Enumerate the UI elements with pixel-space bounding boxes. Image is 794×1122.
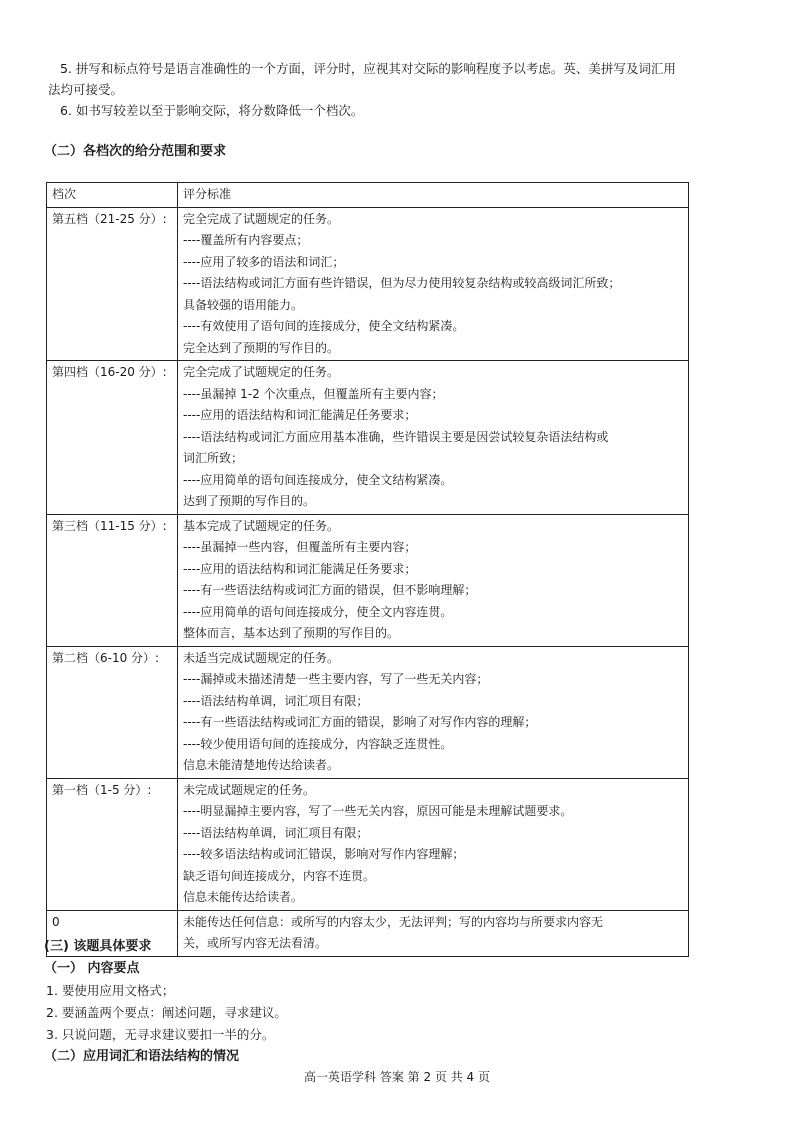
criteria-line: 完全达到了预期的写作目的。 [183, 340, 340, 355]
list-item: 1. 要使用应用文格式； [46, 983, 175, 998]
criteria-line: ----语法结构单调，词汇项目有限； [183, 825, 369, 840]
grade-level-cell: 0 [47, 910, 178, 956]
criteria-line: ----有一些语法结构或词汇方面的错误，影响了对写作内容的理解； [183, 715, 537, 729]
criteria-line: ----语法结构或词汇方面应用基本准确，些许错误主要是因尝试较复杂语法结构或 [183, 429, 609, 444]
table-row [47, 361, 689, 515]
grade-level-cell: 第四档（16-20 分）: [47, 361, 178, 515]
criteria-line: ----覆盖所有内容要点； [183, 233, 309, 247]
criteria-cell [178, 778, 689, 910]
table-row [47, 646, 689, 778]
criteria-cell [178, 361, 689, 515]
table-row [47, 207, 689, 361]
header-level: 档次 [47, 183, 178, 208]
criteria-line: ----应用简单的语句间连接成分，使全文结构紧凑。 [183, 472, 453, 487]
header-criteria: 评分标准 [178, 183, 689, 208]
criteria-line: ----虽漏掉 1-2 个次重点，但覆盖所有主要内容； [183, 386, 444, 401]
criteria-line: 具备较强的语用能力。 [183, 297, 304, 312]
criteria-line: 缺乏语句间连接成分，内容不连贯。 [183, 868, 376, 883]
rule-6: 6. 如书写较差以至于影响交际，将分数降低一个档次。 [60, 103, 364, 118]
criteria-line: 完全完成了试题规定的任务。 [183, 365, 340, 379]
criteria-line: ----语法结构或词汇方面有些许错误，但为尽力使用较复杂结构或较高级词汇所致； [183, 276, 621, 290]
criteria-cell [178, 514, 689, 646]
criteria-line: ----漏掉或未描述清楚一些主要内容，写了一些无关内容； [183, 672, 489, 686]
criteria-line: ----应用的语法结构和词汇能满足任务要求； [183, 561, 417, 576]
criteria-line: ----明显漏掉主要内容，写了一些无关内容，原因可能是未理解试题要求。 [183, 804, 573, 818]
criteria-line: 基本完成了试题规定的任务。 [183, 518, 340, 533]
table-row [47, 514, 689, 646]
list-item: 2. 要涵盖两个要点：阐述问题，寻求建议。 [46, 1005, 287, 1020]
section-heading-grade-ranges: （二）各档次的给分范围和要求 [44, 144, 227, 159]
subheading-content-points: （一） 内容要点 [44, 961, 140, 976]
specific-requirements [44, 936, 744, 1068]
criteria-line: ----较少使用语句间的连接成分，内容缺乏连贯性。 [183, 736, 453, 751]
criteria-line: 达到了预期的写作目的。 [183, 494, 316, 508]
criteria-line: 未能传达任何信息：或所写的内容太少，无法评判；写的内容均与所要求内容无 [183, 914, 604, 929]
rule-5-line-1: 5. 拼写和标点符号是语言准确性的一个方面，评分时，应视其对交际的影响程度予以考虑。英、美拼写及词汇用 [60, 61, 676, 76]
table-row [47, 778, 689, 910]
criteria-line: ----语法结构单调，词汇项目有限； [183, 693, 369, 708]
criteria-line: 信息未能传达给读者。 [183, 890, 304, 904]
criteria-line: ----有一些语法结构或词汇方面的错误，但不影响理解； [183, 583, 477, 597]
criteria-line: ----虽漏掉一些内容，但覆盖所有主要内容； [183, 540, 417, 554]
page-footer: 高一英语学科 答案 第 2 页 共 4 页 [304, 1070, 490, 1084]
criteria-line: 关，或所写内容无法看清。 [183, 936, 328, 950]
grade-level-cell: 第二档（6-10 分）: [47, 646, 178, 778]
criteria-line: 未完成试题规定的任务。 [183, 782, 316, 797]
grade-level-cell: 第一档（1-5 分）: [47, 778, 178, 910]
grade-level-cell: 第五档（21-25 分）: [47, 207, 178, 361]
list-item: 3. 只说问题，无寻求建议要扣一半的分。 [46, 1027, 275, 1042]
criteria-cell [178, 207, 689, 361]
table-body [47, 207, 689, 956]
criteria-cell [178, 646, 689, 778]
criteria-line: 完全完成了试题规定的任务。 [183, 211, 340, 226]
section-heading-specific-requirements: (三) 该题具体要求 [44, 939, 152, 954]
criteria-line: ----较多语法结构或词汇错误，影响对写作内容理解； [183, 847, 465, 861]
criteria-line: 信息未能清楚地传达给读者。 [183, 758, 340, 772]
criteria-line: 词汇所致； [183, 451, 244, 465]
subheading-vocabulary-grammar: （二）应用词汇和语法结构的情况 [44, 1049, 240, 1064]
criteria-line: ----应用的语法结构和词汇能满足任务要求； [183, 408, 417, 422]
scoring-notes [48, 58, 753, 121]
criteria-line: ----有效使用了语句间的连接成分，使全文结构紧凑。 [183, 319, 465, 333]
criteria-line: ----应用简单的语句间连接成分，使全文内容连贯。 [183, 604, 453, 619]
table-header-row [47, 183, 689, 208]
grading-criteria-table [46, 182, 689, 957]
grade-level-cell: 第三档（11-15 分）: [47, 514, 178, 646]
criteria-line: 整体而言，基本达到了预期的写作目的。 [183, 626, 400, 640]
criteria-line: ----应用了较多的语法和词汇； [183, 254, 345, 269]
criteria-line: 未适当完成试题规定的任务。 [183, 650, 340, 665]
rule-5-line-2: 法均可接受。 [48, 82, 124, 97]
